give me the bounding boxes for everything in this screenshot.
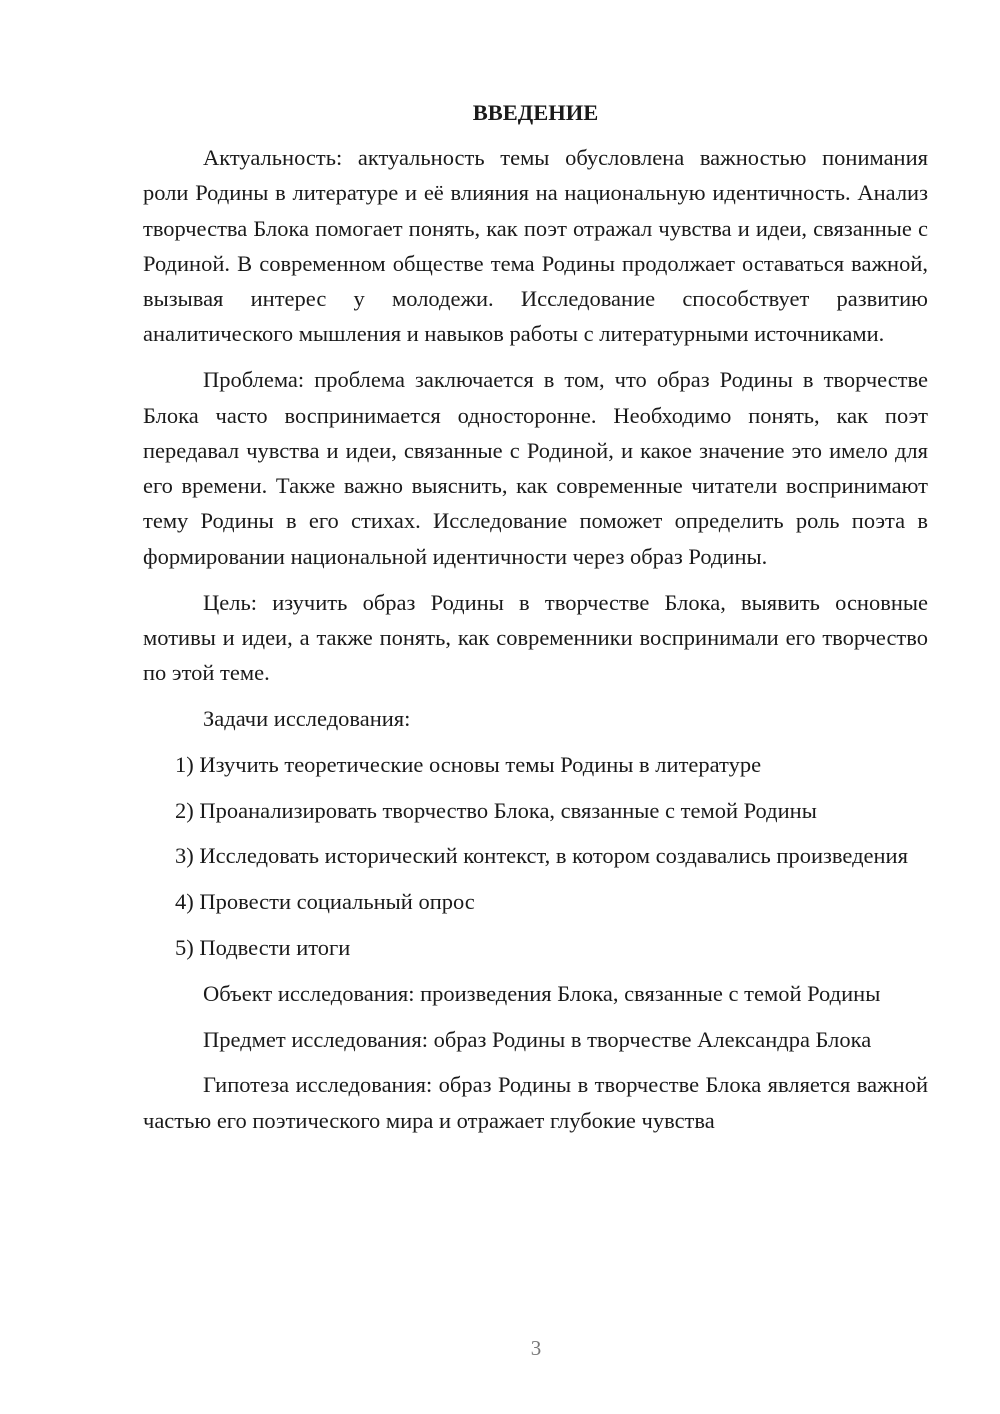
paragraph-problem: Проблема: проблема заключается в том, что образ Родины в творчестве Блока часто воспринимается односторонне. Необходимо понять, как поэт передавал чувства и идеи, связанные с Родиной, и какое значение это имело для его времени. Также важно выяснить, как современные читатели воспринимают тему Родины в его стихах. Исследование поможет определить роль поэта в формировании национальной идентичности через образ Родины. [143,367,928,569]
task-item: 3) Исследовать исторический контекст, в котором создавались произведения [175,843,908,869]
task-item: 4) Провести социальный опрос [175,889,475,915]
paragraph-relevance: Актуальность: актуальность темы обусловлена важностью понимания роли Родины в литературе и её влияния на национальную идентичность. Анализ творчества Блока помогает понять, как поэт отражал чувства и идеи, связанные с Родиной. В современном обществе тема Родины продолжает оставаться важной, вызывая интерес у молодежи. Исследование способствует развитию аналитического мышления и навыков работы с литературными источниками. [143,145,928,347]
section-heading: ВВЕДЕНИЕ [472,100,599,125]
paragraph-tasks-intro: Задачи исследования: [203,705,411,731]
paragraph-subject: Предмет исследования: образ Родины в творчестве Александра Блока [203,1026,872,1052]
page-body [143,95,928,1148]
paragraph-object: Объект исследования: произведения Блока, связанные с темой Родины [203,980,881,1006]
task-item: 1) Изучить теоретические основы темы Родины в литературе [175,751,762,777]
page-number: 3 [530,1336,542,1360]
paragraph-goal: Цель: изучить образ Родины в творчестве Блока, выявить основные мотивы и идеи, а также понять, как современники воспринимали его творчество по этой теме. [143,589,928,686]
paragraph-hypothesis: Гипотеза исследования: образ Родины в творчестве Блока является важной частью его поэтического мира и отражает глубокие чувства [143,1072,928,1133]
task-item: 5) Подвести итоги [175,934,351,960]
task-item: 2) Проанализировать творчество Блока, связанные с темой Родины [175,797,817,823]
